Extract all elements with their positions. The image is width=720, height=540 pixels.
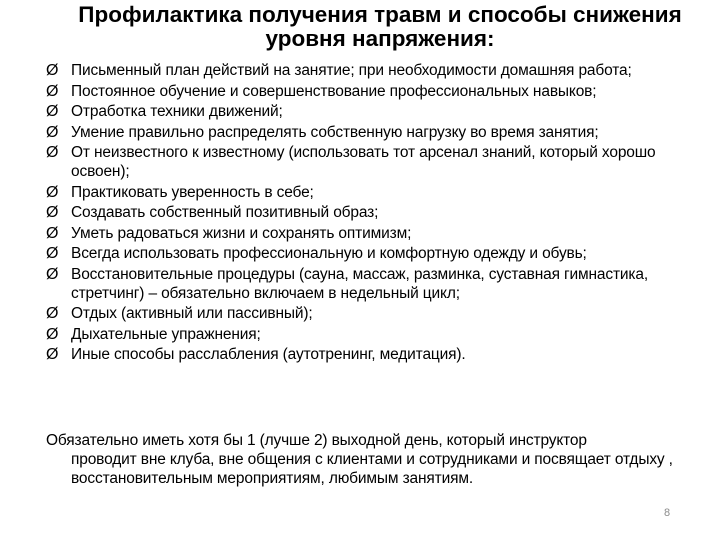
list-item-text: Отдых (активный или пассивный); xyxy=(71,305,313,322)
arrow-bullet-icon: Ø xyxy=(46,144,59,161)
title-line-1: Профилактика получения травм и способы снижения xyxy=(78,2,682,27)
list-item-text: Уметь радоваться жизни и сохранять оптимизм; xyxy=(71,224,412,242)
closing-paragraph xyxy=(46,431,714,488)
arrow-bullet-icon: Ø xyxy=(46,325,59,343)
list-item-text: Письменный план действий на занятие; при необходимости домашняя работа; xyxy=(71,62,632,79)
slide-title xyxy=(40,3,720,51)
list-item xyxy=(46,82,714,101)
arrow-bullet-icon: Ø xyxy=(46,82,59,100)
list-item xyxy=(46,102,714,121)
arrow-bullet-icon: Ø xyxy=(46,245,59,262)
list-item xyxy=(46,345,714,364)
list-item xyxy=(46,265,714,303)
closing-first-line: Обязательно иметь хотя бы 1 (лучше 2) выходной день, который инструктор xyxy=(46,432,587,449)
arrow-bullet-icon: Ø xyxy=(46,204,59,221)
list-item xyxy=(46,143,714,181)
list-item xyxy=(46,183,714,202)
list-item xyxy=(46,304,714,323)
list-item-text: Практиковать уверенность в себе; xyxy=(71,183,314,201)
arrow-bullet-icon: Ø xyxy=(46,103,59,120)
arrow-bullet-icon: Ø xyxy=(46,346,59,363)
list-item-text: Всегда использовать профессиональную и комфортную одежду и обувь; xyxy=(71,245,587,262)
arrow-bullet-icon: Ø xyxy=(46,183,59,201)
list-item-text: От неизвестного к известному (использовать тот арсенал знаний, который хорошо освоен); xyxy=(71,144,656,180)
arrow-bullet-icon: Ø xyxy=(46,224,59,242)
list-item-text: Создавать собственный позитивный образ; xyxy=(71,204,379,221)
page-number: 8 xyxy=(664,507,671,519)
arrow-bullet-icon: Ø xyxy=(46,123,59,141)
list-item xyxy=(46,325,714,344)
list-item-text: Иные способы расслабления (аутотренинг, медитация). xyxy=(71,346,466,363)
list-item-text: Восстановительные процедуры (сауна, массаж, разминка, суставная гимнастика, стретчинг) – обязательно включаем в недельный цикл; xyxy=(71,265,649,302)
arrow-bullet-icon: Ø xyxy=(46,305,59,322)
list-item xyxy=(46,61,714,80)
list-item xyxy=(46,224,714,243)
bullet-list xyxy=(46,61,714,366)
list-item-text: Отработка техники движений; xyxy=(71,103,283,120)
list-item-text: Постоянное обучение и совершенствование профессиональных навыков; xyxy=(71,82,597,100)
list-item xyxy=(46,123,714,142)
list-item xyxy=(46,244,714,263)
list-item xyxy=(46,203,714,222)
list-item-text: Умение правильно распределять собственную нагрузку во время занятия; xyxy=(71,123,599,141)
arrow-bullet-icon: Ø xyxy=(46,265,59,283)
arrow-bullet-icon: Ø xyxy=(46,62,59,79)
closing-continuation: проводит вне клуба, вне общения с клиентами и сотрудниками и посвящает отдыху , восстановительным мероприятиям, любимым занятиям. xyxy=(71,451,673,487)
list-item-text: Дыхательные упражнения; xyxy=(71,325,261,343)
title-line-2: уровня напряжения: xyxy=(265,26,495,51)
